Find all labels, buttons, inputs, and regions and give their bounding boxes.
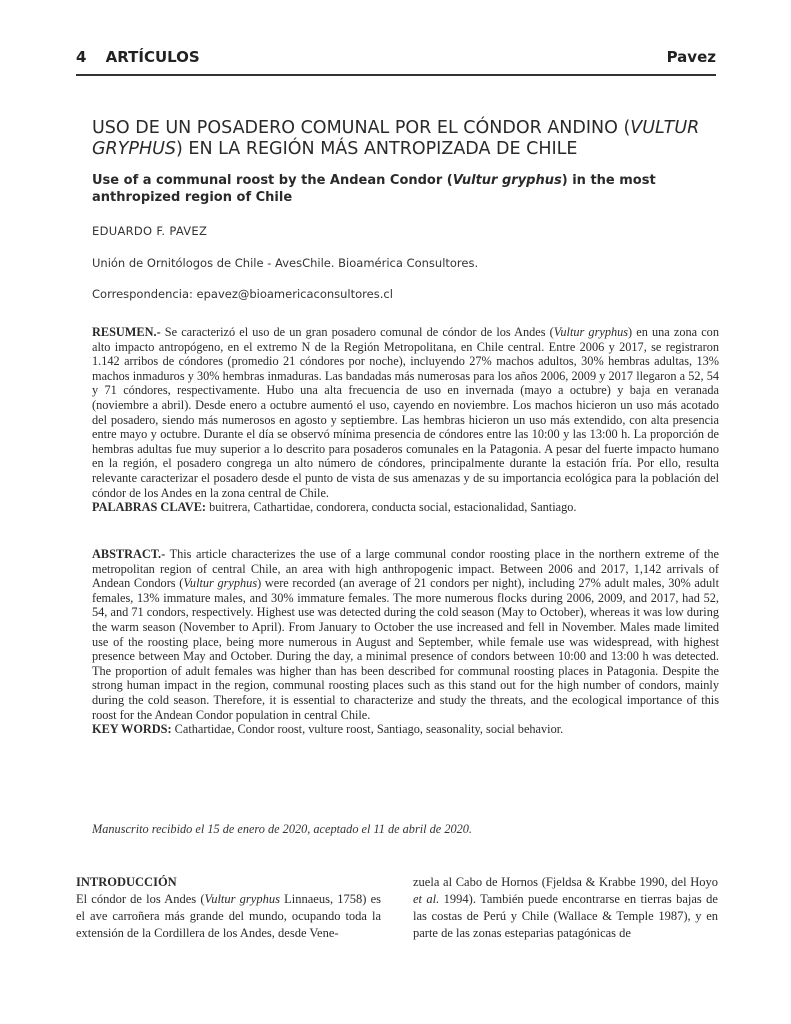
page-number: 4: [76, 48, 87, 66]
abstract-label: ABSTRACT.-: [92, 547, 166, 561]
resumen-text-cont: ) en una zona con alto impacto antropógeno, en el extremo N de la Región Metropolitana, en Chile central. Entre 2006 y 2017, se registraron 1.142 arribos de cóndores (promedio 21 cóndores por noche), incluyendo 27% machos adultos, 30% hembras adultas, 13% machos inmaduros y 30% hembras inmaduras. Las bandadas más numerosas para los años 2006, 2009 y 2017 llegaron a 52, 54 y 71 cóndores, respectivamente. Hubo una alta frecuencia de uso en invernada (mayo a octubre) y baja en veranada (noviembre a abril). Desde enero a octubre aumentó el uso, cayendo en noviembre. Los machos hicieron un uso más acotado del posadero, siendo más numerosos en agosto y septiembre. Las hembras hicieron un uso más extendido, con alta presencia entre mayo y octubre. Durante el día se observó mínima presencia de cóndores entre las 10:00 y las 13:00 h. La proporción de hembras adultas fue muy superior a lo descrito para posaderos comunales en la Patagonia. A pesar del fuerte impacto humano en la región, el posadero congrega un alto número de cóndores, principalmente durante la estación fría. Por ello, resulta relevante caracterizar el posadero desde el punto de vista de sus amenazas y de su importancia ecológica para la población del cóndor de los Andes en la zona central de Chile.: [92, 325, 719, 500]
intro-species: Vultur gryphus: [204, 892, 280, 906]
palabras-clave-label: PALABRAS CLAVE:: [92, 500, 206, 515]
title-species: VULTUR GRYPHUS: [92, 118, 700, 159]
intro-col2-text: zuela al Cabo de Hornos (Fjeldsa & Krabbe 1990, del Hoyo: [413, 875, 718, 889]
header-divider: [76, 74, 716, 76]
title-text-end: ) EN LA REGIÓN MÁS ANTROPIZADA DE CHILE: [176, 139, 578, 159]
resumen-species: Vultur gryphus: [553, 325, 629, 339]
resumen-paragraph: [92, 325, 719, 500]
key-words: [92, 722, 719, 737]
article-title-english: [92, 172, 722, 206]
key-words-text: Cathartidae, Condor roost, vulture roost, Santiago, seasonality, social behavior.: [171, 722, 564, 737]
title-en-species: Vultur gryphus: [452, 173, 562, 188]
intro-paragraph: [76, 891, 381, 942]
resumen-section: [92, 325, 719, 515]
intro-col2-italic: et al.: [413, 892, 440, 906]
running-head-author: Pavez: [666, 48, 716, 66]
intro-heading: INTRODUCCIÓN: [76, 875, 177, 889]
abstract-species: Vultur gryphus: [183, 576, 258, 591]
received-note: Manuscrito recibido el 15 de enero de 2020, aceptado el 11 de abril de 2020.: [92, 822, 472, 836]
section-name: ARTÍCULOS: [105, 48, 200, 66]
intro-text: El cóndor de los Andes (: [76, 892, 205, 906]
abstract-section: [92, 547, 719, 737]
running-head-left: [76, 48, 214, 66]
palabras-clave: [92, 500, 719, 515]
abstract-text-cont: ) were recorded (an average of 21 condors per night), including 27% adult males, 30% adult females, 13% immature males, and 30% immature females. The more numerous flocks during 2006, 2009, and 2017, had 52, 54, and 71 condors, respectively. Highest use was detected during the cold season (May to October), whereas it was low during the warm season (November to April). From January to October the use increased and fell in November. Males made limited use of the roosting place, being more numerous in August and September, while female use was widespread, with highest presence between May and October. During the day, a minimal presence of condors between 10:00 and 13:00 h was detected. The proportion of adult females was higher than has been described for communal roosting places in Patagonia. Despite the strong human impact in the region, communal roosting places such as this stand out for the high number of condors, mainly during the cold season. Therefore, it is essential to characterize and study the threats, and the ecological importance of this roost for the Andean Condor population in central Chile.: [92, 576, 719, 722]
intro-paragraph-cont: [413, 874, 718, 942]
intro-column-left: [76, 874, 381, 942]
title-en-text-end: ) in the most anthropized region of Chile: [92, 173, 656, 205]
intro-column-right: [413, 874, 718, 942]
title-en-text: Use of a communal roost by the Andean Condor (: [92, 173, 453, 188]
intro-col2-text-cont: 1994). También puede encontrarse en tierras bajas de las costas de Perú y Chile (Wallace & Temple 1987), y en parte de las zonas esteparias patagónicas de: [413, 892, 718, 940]
author-name: EDUARDO F. PAVEZ: [92, 224, 208, 238]
resumen-label: RESUMEN.-: [92, 325, 161, 339]
abstract-text: This article characterizes the use of a large communal condor roosting place in the northern extreme of the metropolitan region of central Chile, an area with high anthropogenic impact. Between 2006 and 2017, 1,142 arrivals of Andean Condors (: [92, 547, 719, 591]
palabras-clave-text: buitrera, Cathartidae, condorera, conducta social, estacionalidad, Santiago.: [206, 500, 577, 515]
article-title: [92, 118, 722, 160]
title-text: USO DE UN POSADERO COMUNAL POR EL CÓNDOR ANDINO (: [92, 118, 631, 138]
key-words-label: KEY WORDS:: [92, 722, 172, 737]
correspondence: Correspondencia: epavez@bioamericaconsultores.cl: [92, 287, 393, 301]
resumen-text: Se caracterizó el uso de un gran posadero comunal de cóndor de los Andes (: [160, 325, 554, 339]
running-head: [76, 48, 716, 72]
intro-text-cont: Linnaeus, 1758) es el ave carroñera más grande del mundo, ocupando toda la extensión de la Cordillera de los Andes, desde Vene-: [76, 892, 381, 940]
abstract-paragraph: [92, 547, 719, 722]
affiliation: Unión de Ornitólogos de Chile - AvesChile. Bioamérica Consultores.: [92, 256, 479, 270]
